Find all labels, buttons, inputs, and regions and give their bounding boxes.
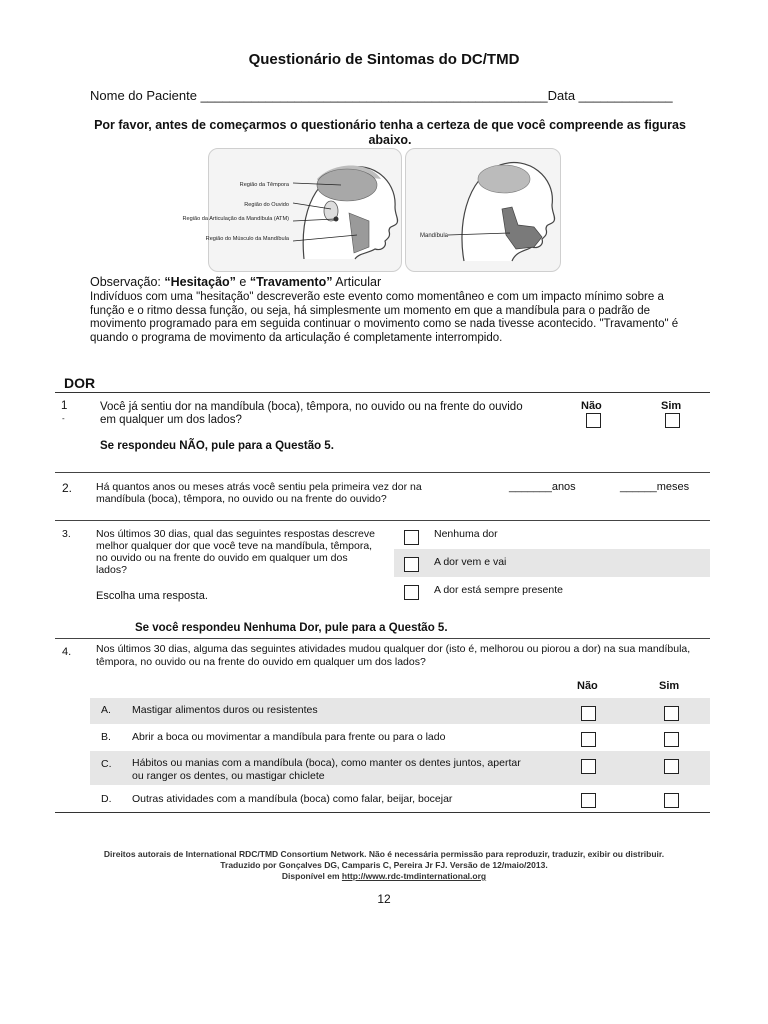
availability-line: Disponível em http://www.rdc-tmdinternational.org xyxy=(281,871,487,881)
q3-skip-instruction: Se você respondeu Nenhuma Dor, pule para a Questão 5. xyxy=(135,622,448,634)
divider xyxy=(55,520,710,521)
q3-choose-instruction: Escolha uma resposta. xyxy=(96,590,208,602)
mandible-label: Mandíbula xyxy=(420,233,449,239)
instruction-text: Por favor, antes de começarmos o questionário tenha a certeza de que você compreende as figuras abaixo. xyxy=(94,118,686,147)
q3-option-none-label: Nenhuma dor xyxy=(434,528,498,540)
ear-region-label: Região do Ouvido xyxy=(244,202,289,208)
tmj-region-label: Região da Articulação da Mandíbula (ATM) xyxy=(182,216,289,222)
q4-item-d-text: Outras atividades com a mandíbula (boca) como falar, beijar, bocejar xyxy=(132,793,453,805)
section-title: DOR xyxy=(64,375,96,391)
q4-item-d-yes-checkbox[interactable] xyxy=(664,793,679,808)
q4-item-c-yes-checkbox[interactable] xyxy=(664,759,679,774)
q1-yes-checkbox[interactable] xyxy=(665,413,680,428)
q3-text: Nos últimos 30 dias, qual das seguintes respostas descreve melhor qualquer dor que você teve na mandíbula, têmpora, no ouvido ou na frente do ouvido em qualquer um dos lados? xyxy=(96,528,375,576)
divider xyxy=(55,638,710,639)
q3-option-always-label: A dor está sempre presente xyxy=(434,584,563,596)
q4-item-b-yes-checkbox[interactable] xyxy=(664,732,679,747)
q4-item-b-text: Abrir a boca ou movimentar a mandíbula para frente ou para o lado xyxy=(132,731,446,743)
q1-number-mark: - xyxy=(62,414,65,423)
divider xyxy=(55,472,710,473)
q3-option-always-checkbox[interactable] xyxy=(404,585,419,600)
q4-number: 4. xyxy=(62,646,72,658)
q4-yes-label: Sim xyxy=(659,680,680,692)
q4-item-a-letter: A. xyxy=(101,704,111,716)
q3-option-comes-goes-checkbox[interactable] xyxy=(404,557,419,572)
q4-item-b-letter: B. xyxy=(101,731,111,743)
q3-option-comes-goes-label: A dor vem e vai xyxy=(434,556,507,568)
copyright-line: Direitos autorais de International RDC/TMD Consortium Network. Não é necessária permissão para reproduzir, traduzir, exibir ou distribuir. xyxy=(103,849,665,859)
jaw-muscle-region-label: Região do Músculo da Mandíbula xyxy=(205,236,289,242)
q1-no-label: Não xyxy=(581,400,602,412)
divider xyxy=(55,812,710,813)
mandible-figure xyxy=(405,148,561,272)
divider xyxy=(55,392,710,393)
patient-name-date-line[interactable]: Nome do Paciente ________________________________________________Data _____________ xyxy=(90,88,673,103)
q4-text: Nos últimos 30 dias, alguma das seguintes atividades mudou qualquer dor (isto é, melhorou ou piorou a dor) na sua mandíbula, têmpora, no ouvido ou na frente do ouvido em qualquer um dos lados? xyxy=(96,643,691,668)
observation-text: Indivíduos com uma "hesitação" descreverão este evento como momentâneo e com um impacto mínimo sobre a função e o ritmo dessa função, ou seja, há simplesmente um momento em que a mandíbula para o padrão de movimento programado para em seguida continuar o movimento como se nada tivesse acontecido. "Travamento" é quando o programa de movimento da articulação é completamente interrompido. xyxy=(90,291,679,344)
q1-yes-label: Sim xyxy=(661,400,682,412)
q4-no-label: Não xyxy=(577,680,598,692)
q4-item-a-no-checkbox[interactable] xyxy=(581,706,596,721)
translation-credit-line: Traduzido por Gonçalves DG, Camparis C, Pereira Jr FJ. Versão de 12/maio/2013. xyxy=(220,860,548,870)
q1-skip-instruction: Se respondeu NÃO, pule para a Questão 5. xyxy=(100,440,334,452)
q3-number: 3. xyxy=(62,528,71,540)
observation-heading: Observação: “Hesitação” e “Travamento” Articular xyxy=(90,275,382,289)
mandible-illustration xyxy=(406,149,560,271)
q4-item-a-text: Mastigar alimentos duros ou resistentes xyxy=(132,704,318,716)
q4-item-d-no-checkbox[interactable] xyxy=(581,793,596,808)
q4-item-a-yes-checkbox[interactable] xyxy=(664,706,679,721)
q1-text: Você já sentiu dor na mandíbula (boca), têmpora, no ouvido ou na frente do ouvido em qualquer um dos lados? xyxy=(100,401,523,426)
temple-region-label: Região da Têmpora xyxy=(239,182,289,188)
head-regions-illustration xyxy=(182,149,401,271)
website-link[interactable]: http://www.rdc-tmdinternational.org xyxy=(341,871,487,881)
q2-number: 2. xyxy=(62,481,73,495)
q2-years-field[interactable]: _______anos xyxy=(509,481,576,493)
q2-text: Há quantos anos ou meses atrás você sentiu pela primeira vez dor na mandíbula (boca), têmpora, no ouvido ou na frente do ouvido? xyxy=(96,481,422,505)
q4-item-c-no-checkbox[interactable] xyxy=(581,759,596,774)
head-regions-figure xyxy=(182,148,402,272)
q4-item-b-no-checkbox[interactable] xyxy=(581,732,596,747)
page-number: 12 xyxy=(377,892,391,906)
q1-number: 1 xyxy=(61,400,68,412)
q1-no-checkbox[interactable] xyxy=(586,413,601,428)
q4-item-d-letter: D. xyxy=(101,793,112,805)
q3-option-none-checkbox[interactable] xyxy=(404,530,419,545)
q2-months-field[interactable]: ______meses xyxy=(620,481,690,493)
q4-item-c-text: Hábitos ou manias com a mandíbula (boca), como manter os dentes juntos, apertar ou ranger os dentes, ou mastigar chiclete xyxy=(132,757,521,782)
q4-item-c-letter: C. xyxy=(101,758,112,770)
page-title: Questionário de Sintomas do DC/TMD xyxy=(248,51,520,68)
